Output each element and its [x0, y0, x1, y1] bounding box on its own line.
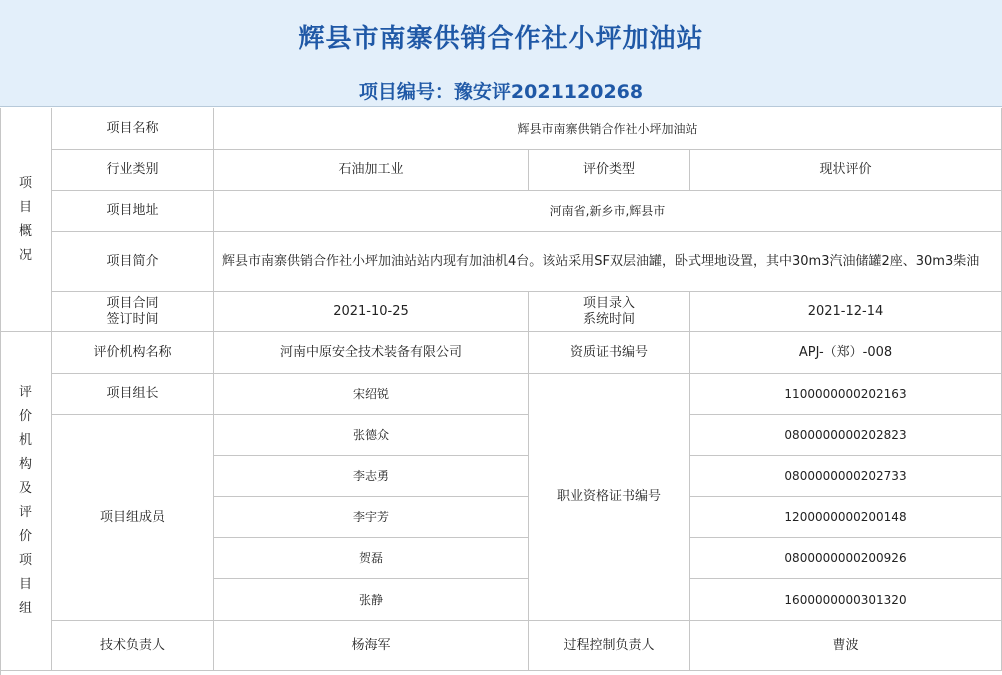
- leader-label: 项目组长: [52, 374, 214, 415]
- member-name: 李志勇: [214, 456, 529, 497]
- address-label: 项目地址: [52, 191, 214, 232]
- cert-value: APJ-（郑）-008: [690, 332, 1002, 374]
- industry-label: 行业类别: [52, 150, 214, 191]
- qualification-cert-label: 职业资格证书编号: [529, 374, 690, 621]
- contract-date-value: 2021-10-25: [214, 292, 529, 332]
- eval-type-value: 现状评价: [690, 150, 1002, 191]
- members-label: 项目组成员: [52, 415, 214, 621]
- eval-type-label: 评价类型: [529, 150, 690, 191]
- page-title: 辉县市南寨供销合作社小坪加油站: [298, 24, 704, 54]
- member-cert: 0800000000202823: [690, 415, 1002, 456]
- page-header: [0, 0, 1002, 107]
- section-overview-label: 项目概况: [0, 108, 52, 332]
- member-cert: 0800000000200926: [690, 538, 1002, 579]
- org-value: 河南中原安全技术装备有限公司: [214, 332, 529, 374]
- entry-date-value: 2021-12-14: [690, 292, 1002, 332]
- member-cert: 0800000000202733: [690, 456, 1002, 497]
- section-team-label: 评价机构及评价项目组: [0, 332, 52, 671]
- summary-label: 项目简介: [52, 232, 214, 292]
- org-label: 评价机构名称: [52, 332, 214, 374]
- leader-cert: 1100000000202163: [690, 374, 1002, 415]
- contract-date-label-line1: 项目合同: [106, 295, 159, 311]
- project-info-table: [0, 108, 1002, 675]
- project-number-label: 项目编号：: [358, 81, 454, 103]
- member-name: 张静: [214, 579, 529, 621]
- member-name: 张德众: [214, 415, 529, 456]
- industry-value: 石油加工业: [214, 150, 529, 191]
- summary-value: 辉县市南寨供销合作社小坪加油站站内现有加油机4台。该站采用SF双层油罐，卧式埋地设置，其中30m3汽油储罐2座、30m3柴油: [214, 232, 1002, 292]
- contract-date-label-line2: 签订时间: [106, 311, 159, 327]
- process-control-value: 曹波: [690, 621, 1002, 671]
- leader-name: 宋绍锐: [214, 374, 529, 415]
- member-name: 贺磊: [214, 538, 529, 579]
- entry-date-label-line2: 系统时间: [582, 311, 635, 327]
- process-control-label: 过程控制负责人: [529, 621, 690, 671]
- project-name-label: 项目名称: [52, 108, 214, 150]
- member-cert: 1600000000301320: [690, 579, 1002, 621]
- member-cert: 1200000000200148: [690, 497, 1002, 538]
- project-number: [0, 77, 1002, 104]
- cert-label: 资质证书编号: [529, 332, 690, 374]
- entry-date-label-line1: 项目录入: [582, 295, 635, 311]
- member-name: 李宇芳: [214, 497, 529, 538]
- project-number-value: 豫安评2021120268: [453, 81, 644, 103]
- tech-lead-label: 技术负责人: [52, 621, 214, 671]
- entry-date-label: [529, 292, 690, 332]
- address-value: 河南省,新乡市,辉县市: [214, 191, 1002, 232]
- tech-lead-value: 杨海军: [214, 621, 529, 671]
- project-name-value: 辉县市南寨供销合作社小坪加油站: [214, 108, 1002, 150]
- contract-date-label: [52, 292, 214, 332]
